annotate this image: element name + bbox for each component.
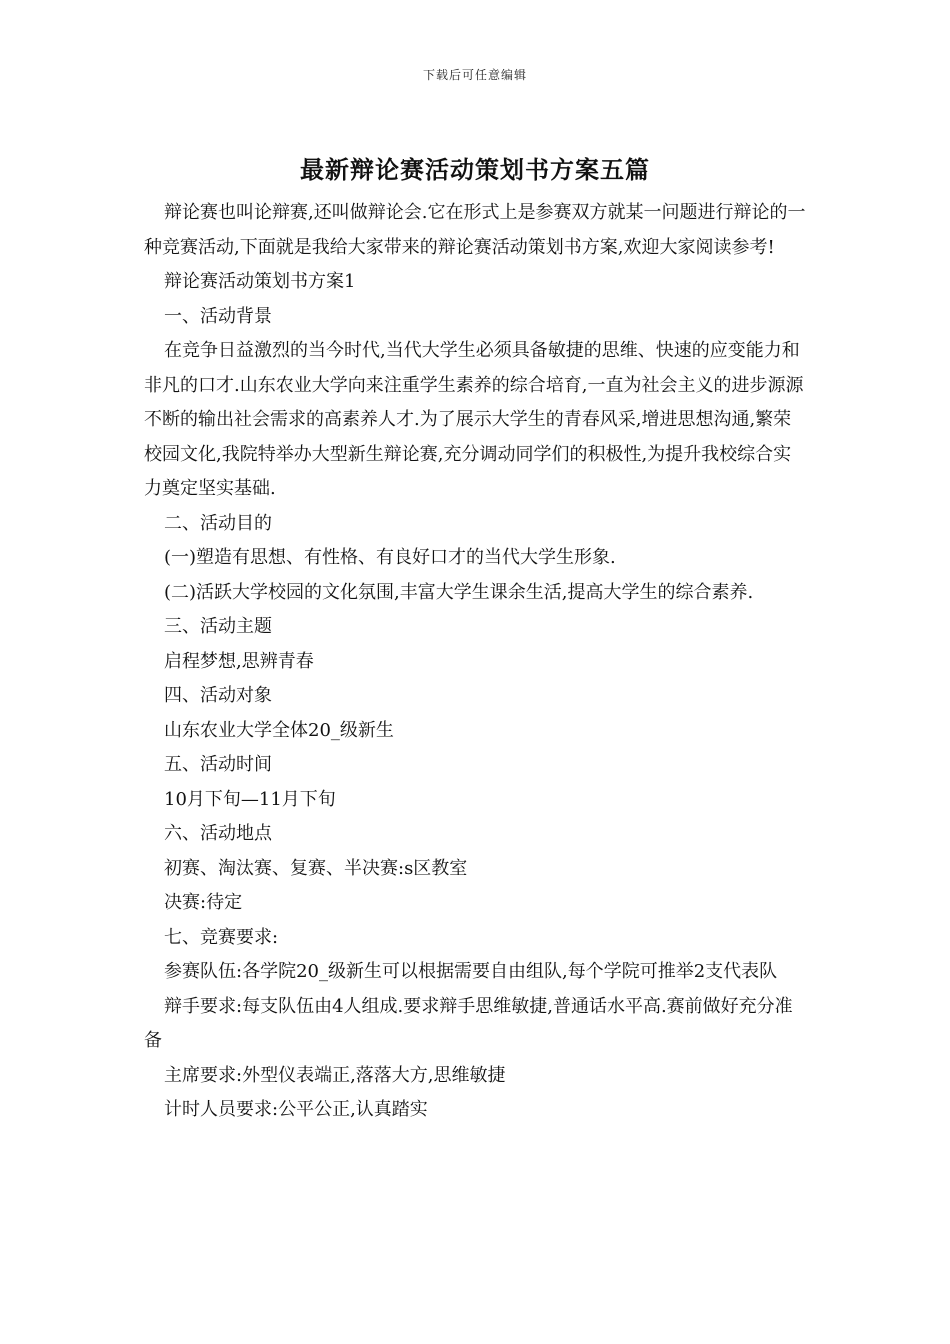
purpose-item-2: (二)活跃大学校园的文化氛围,丰富大学生课余生活,提高大学生的综合素养. xyxy=(164,581,754,603)
intro-paragraph: 辩论赛也叫论辩赛,还叫做辩论会.它在形式上是参赛双方就某一问题进行辩论的一种竞赛活动,下面就是我给大家带来的辩论赛活动策划书方案,欢迎大家阅读参考! xyxy=(144,202,806,258)
heading-time: 五、活动时间 xyxy=(164,754,272,775)
purpose-item-1: (一)塑造有思想、有性格、有良好口才的当代大学生形象. xyxy=(164,547,616,568)
heading-location: 六、活动地点 xyxy=(164,823,272,844)
document-title: 最新辩论赛活动策划书方案五篇 xyxy=(300,155,650,184)
heading-requirements: 七、竞赛要求: xyxy=(164,926,279,948)
heading-theme: 三、活动主题 xyxy=(164,616,272,637)
theme-text: 启程梦想,思辨青春 xyxy=(164,650,314,672)
heading-background: 一、活动背景 xyxy=(164,305,272,327)
requirement-timekeeper: 计时人员要求:公平公正,认真踏实 xyxy=(164,1099,428,1120)
audience-text: 山东农业大学全体20_级新生 xyxy=(164,719,394,741)
section-heading-plan-1: 辩论赛活动策划书方案1 xyxy=(164,271,356,292)
heading-audience: 四、活动对象 xyxy=(164,685,272,706)
background-paragraph: 在竞争日益激烈的当今时代,当代大学生必须具备敏捷的思维、快速的应变能力和非凡的口才.山东农业大学向来注重学生素养的综合培育,一直为社会主义的进步源源不断的输出社会需求的高素养人才.为了展示大学生的青春风采,增进思想沟通,繁荣校园文化,我院特举办大型新生辩论赛,充分调动同学们的积极性,为提升我校综合实力奠定坚实基础. xyxy=(144,340,804,499)
location-final: 决赛:待定 xyxy=(164,892,243,913)
requirement-teams: 参赛队伍:各学院20_级新生可以根据需要自由组队,每个学院可推举2支代表队 xyxy=(164,961,778,982)
time-text: 10月下旬—11月下旬 xyxy=(164,788,336,810)
heading-purpose: 二、活动目的 xyxy=(164,512,272,534)
location-preliminary: 初赛、淘汰赛、复赛、半决赛:s区教室 xyxy=(164,857,468,879)
page-header-note: 下载后可任意编辑 xyxy=(422,68,527,82)
requirement-debaters: 辩手要求:每支队伍由4人组成.要求辩手思维敏捷,普通话水平高.赛前做好充分准备 xyxy=(144,995,793,1051)
requirement-chair: 主席要求:外型仪表端正,落落大方,思维敏捷 xyxy=(164,1064,506,1086)
document-body xyxy=(144,196,809,1128)
